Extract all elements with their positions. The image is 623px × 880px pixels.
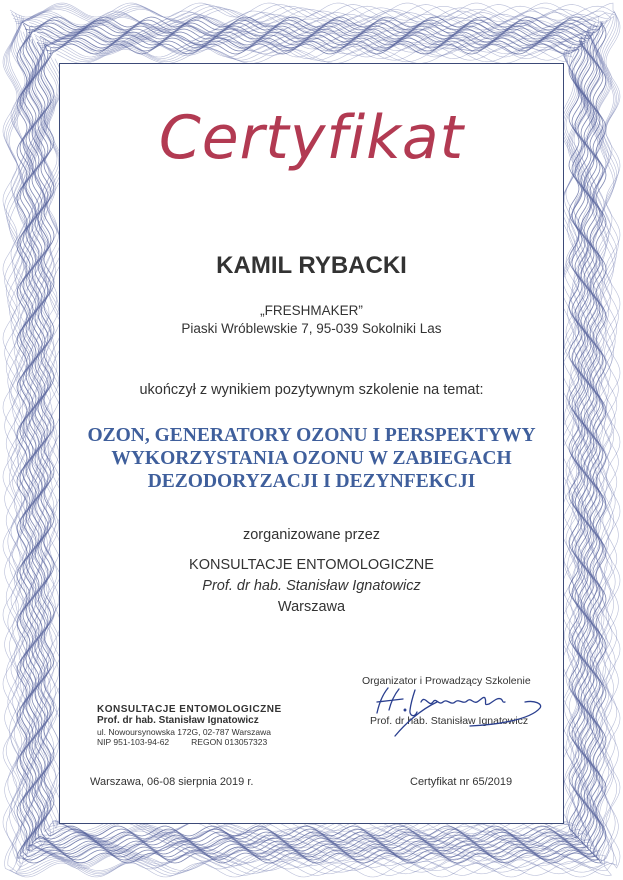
signatory-name: Prof. dr hab. Stanisław Ignatowicz (370, 715, 529, 727)
topic-line-1: OZON, GENERATORY OZONU I PERSPEKTYWY (87, 425, 536, 446)
signature-label: Organizator i Prowadzący Szkolenie (362, 675, 531, 687)
stamp-person: Prof. dr hab. Stanisław Ignatowicz (97, 715, 259, 726)
completion-statement: ukończył z wynikiem pozytywnym szkolenie na temat: (139, 382, 484, 398)
topic-line-2: WYKORZYSTANIA OZONU W ZABIEGACH (111, 448, 512, 469)
topic-line-3: DEZODORYZACJI I DEZYNFEKCJI (147, 471, 476, 492)
stamp-ids (97, 737, 282, 747)
company-stamp (97, 704, 282, 747)
stamp-nip: NIP 951-103-94-62 (97, 737, 170, 747)
organizer-person: Prof. dr hab. Stanisław Ignatowicz (202, 578, 421, 594)
recipient-company: „FRESHMAKER” (260, 303, 363, 318)
organizer-name: KONSULTACJE ENTOMOLOGICZNE (189, 557, 434, 573)
stamp-address: ul. Nowoursynowska 172G, 02-787 Warszawa (97, 727, 272, 737)
organized-by-label: zorganizowane przez (242, 527, 381, 543)
certificate-title: Certyfikat (158, 103, 465, 173)
certificate-number: Certyfikat nr 65/2019 (410, 776, 513, 788)
training-topic (0, 424, 623, 493)
place-date: Warszawa, 06-08 sierpnia 2019 r. (90, 776, 254, 788)
stamp-regon: REGON 013057323 (191, 737, 268, 747)
recipient-address: Piaski Wróblewskie 7, 95-039 Sokolniki Las (181, 321, 442, 336)
stamp-company: KONSULTACJE ENTOMOLOGICZNE (97, 704, 282, 715)
organizer-city: Warszawa (277, 599, 346, 615)
handwritten-signature (355, 680, 555, 740)
recipient-name: KAMIL RYBACKI (216, 252, 407, 279)
